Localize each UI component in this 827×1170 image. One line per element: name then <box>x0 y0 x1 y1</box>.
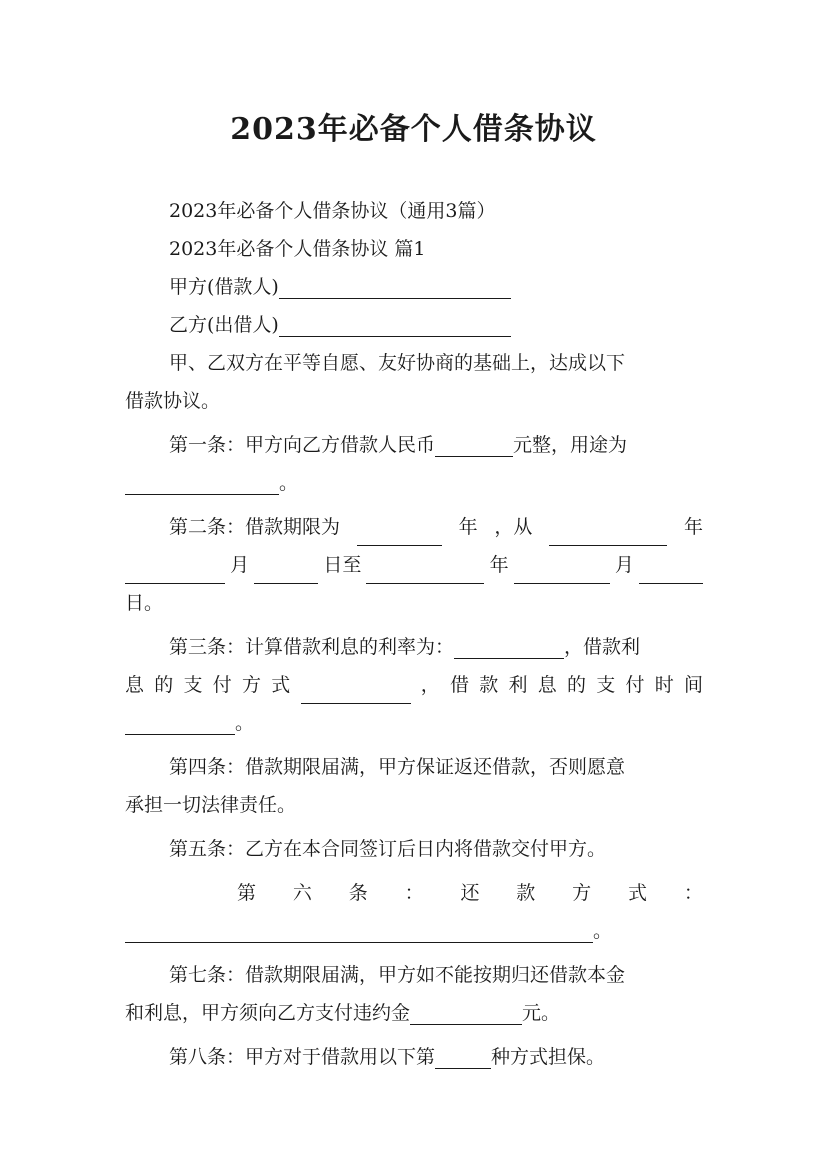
article-2-line-3: 日。 <box>125 592 164 614</box>
payment-time-blank <box>125 714 235 735</box>
article-2-line-1: 第二条：借款期限为 年 ，从 年 <box>125 508 703 546</box>
rate-blank <box>454 638 564 659</box>
party-b-line: 乙方(出借人) <box>125 306 703 344</box>
party-a-line: 甲方(借款人) <box>125 268 703 306</box>
penalty-blank <box>410 1004 522 1025</box>
party-b-blank <box>279 316 511 337</box>
party-a-blank <box>279 278 511 299</box>
article-6-line-1: 第 六 条 ： 还 款 方 式 ： <box>237 882 703 904</box>
article-3-line-2: 息 的 支 付 方 式 ， 借 款 利 息 的 支 付 时 间 <box>125 666 703 704</box>
payment-method-blank <box>301 683 411 704</box>
article-1-line-1: 第一条：甲方向乙方借款人民币 元整，用途为 <box>169 434 628 456</box>
document-body <box>125 192 703 1076</box>
intro-line-2: 借款协议。 <box>125 390 221 412</box>
article-7-line-2: 和利息，甲方须向乙方支付违约金 元。 <box>125 1002 561 1024</box>
part-heading: 2023年必备个人借条协议 篇1 <box>169 238 426 260</box>
subtitle: 2023年必备个人借条协议（通用3篇） <box>169 200 496 222</box>
repayment-method-blank <box>125 922 593 943</box>
article-1-line-2: 。 <box>125 464 703 502</box>
article-4-line-2: 承担一切法律责任。 <box>125 794 297 816</box>
article-4-line-1: 第四条：借款期限届满，甲方保证返还借款，否则愿意 <box>169 756 626 778</box>
intro-line-1: 甲、乙双方在平等自愿、友好协商的基础上，达成以下 <box>169 352 626 374</box>
article-3-line-1: 第三条：计算借款利息的利率为： ，借款利 <box>169 636 641 658</box>
purpose-blank <box>125 474 279 495</box>
article-8: 第八条：甲方对于借款用以下第 种方式担保。 <box>169 1046 606 1068</box>
document-title: 2023年必备个人借条协议 <box>230 112 597 147</box>
article-3-line-3: 。 <box>125 704 703 742</box>
article-6-line-2: 。 <box>125 912 703 950</box>
article-5: 第五条：乙方在本合同签订后日内将借款交付甲方。 <box>169 838 607 860</box>
guarantee-blank <box>435 1048 491 1069</box>
article-7-line-1: 第七条：借款期限届满，甲方如不能按期归还借款本金 <box>169 964 626 986</box>
article-2-line-2: 月 日至 年 月 <box>125 546 703 584</box>
amount-blank <box>435 436 513 457</box>
